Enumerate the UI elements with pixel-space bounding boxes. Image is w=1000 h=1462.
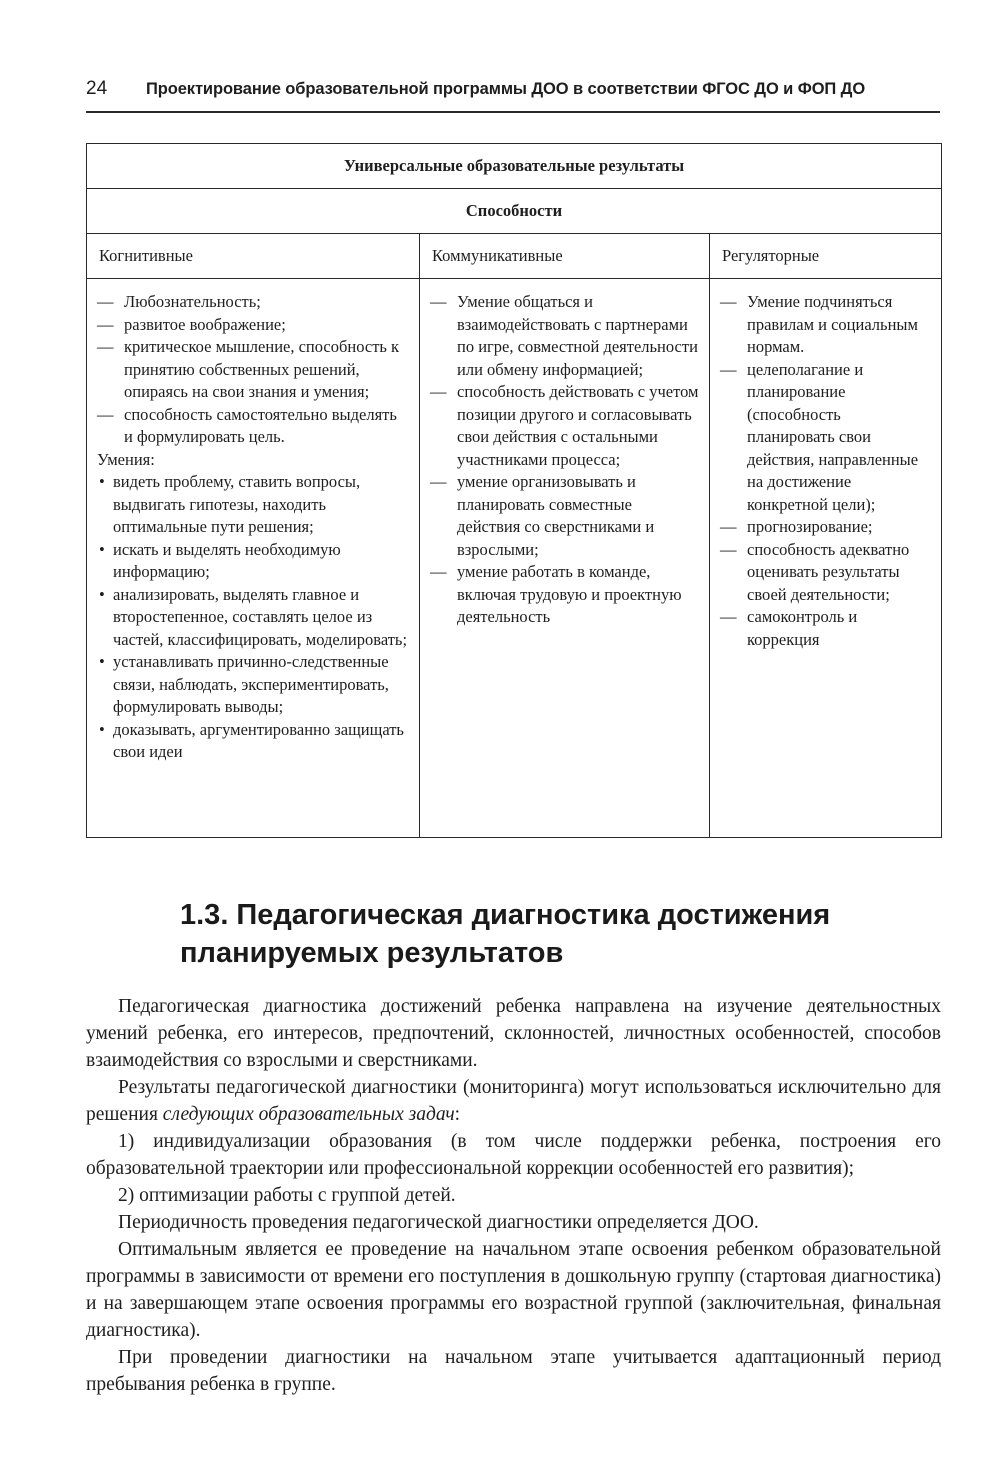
- header-rule: [86, 111, 940, 113]
- list-item: • искать и выделять необходимую информацию;: [97, 539, 409, 584]
- page-number: 24: [86, 78, 108, 99]
- list-item: • устанавливать причинно-следственные связи, наблюдать, экспериментировать, формулировать выводы;: [97, 651, 409, 719]
- section-heading-line-2: планируемых результатов: [180, 937, 564, 969]
- paragraph: 2) оптимизации работы с группой детей.: [118, 1185, 456, 1206]
- body-text: [86, 993, 941, 1398]
- paragraph: Периодичность проведения педагогической диагностики определяется ДОО.: [118, 1212, 759, 1233]
- regulatory-cell: [710, 279, 942, 838]
- section-heading-line-1: 1.3. Педагогическая диагностика достижения: [180, 899, 831, 931]
- table-subtitle: Способности: [87, 189, 942, 234]
- list-item: — Умение подчиняться правилам и социальным нормам.: [720, 291, 931, 359]
- list-item: — способность действовать с учетом позиции другого и согласовывать свои действия с остальными участниками процесса;: [430, 381, 699, 471]
- paragraph: [86, 1074, 941, 1128]
- paragraph-text: Результаты педагогической диагностики (мониторинга) могут использоваться исключительно для решения: [86, 1077, 941, 1125]
- list-item: — умение работать в команде, включая трудовую и проектную деятельность: [430, 561, 699, 629]
- paragraph: Оптимальным является ее проведение на начальном этапе освоения ребенком образовательной программы в зависимости от времени его поступления в дошкольную группу (стартовая диагностика) и на завершающем этапе освоения программы его возрастной группой (заключительная, финальная диагностика).: [86, 1239, 941, 1341]
- running-header: [86, 76, 940, 102]
- paragraph: Педагогическая диагностика достижений ребенка направлена на изучение деятельностных умений ребенка, его интересов, предпочтений, склонностей, личностных особенностей, способов взаимодействия со взрослыми и сверстниками.: [86, 996, 941, 1071]
- list-item: — умение организовывать и планировать совместные действия со сверстниками и взрослыми;: [430, 471, 699, 561]
- list-item: — Любознательность;: [97, 291, 409, 314]
- column-header-regulatory: Регуляторные: [710, 234, 942, 279]
- skills-list: [97, 471, 409, 764]
- section-heading: [180, 896, 940, 972]
- cognitive-list: [97, 291, 409, 449]
- list-item: • видеть проблему, ставить вопросы, выдвигать гипотезы, находить оптимальные пути решения;: [97, 471, 409, 539]
- running-title: Проектирование образовательной программы ДОО в соответствии ФГОС ДО и ФОП ДО: [146, 79, 866, 98]
- communicative-list: [430, 291, 699, 629]
- list-item: — целеполагание и планирование (способность планировать свои действия, направленные на достижение конкретной цели);: [720, 359, 931, 517]
- list-item: — способность адекватно оценивать результаты своей деятельности;: [720, 539, 931, 607]
- column-header-communicative: Коммуникативные: [420, 234, 710, 279]
- list-item: — способность самостоятельно выделять и формулировать цель.: [97, 404, 409, 449]
- list-item: — развитое воображение;: [97, 314, 409, 337]
- communicative-cell: [420, 279, 710, 838]
- list-item: — Умение общаться и взаимодействовать с партнерами по игре, совместной деятельности или обмену информацией;: [430, 291, 699, 381]
- column-header-cognitive: Когнитивные: [87, 234, 420, 279]
- list-item: — самоконтроль и коррекция: [720, 606, 931, 651]
- paragraph: 1) индивидуализации образования (в том числе поддержки ребенка, построения его образовательной траектории или профессиональной коррекции особенностей его развития);: [86, 1131, 941, 1179]
- regulatory-list: [720, 291, 931, 651]
- cognitive-cell: [87, 279, 420, 838]
- list-item: • анализировать, выделять главное и второстепенное, составлять целое из частей, классифицировать, моделировать;: [97, 584, 409, 652]
- skills-heading: Умения:: [97, 449, 155, 469]
- emphasis-text: следующих образовательных задач: [162, 1104, 455, 1125]
- list-item: • доказывать, аргументированно защищать свои идеи: [97, 719, 409, 764]
- list-item: — критическое мышление, способность к принятию собственных решений, опираясь на свои знания и умения;: [97, 336, 409, 404]
- paragraph: При проведении диагностики на начальном этапе учитывается адаптационный период пребывания ребенка в группе.: [86, 1347, 941, 1395]
- table-title: Универсальные образовательные результаты: [87, 144, 942, 189]
- results-table: [86, 143, 942, 838]
- list-item: — прогнозирование;: [720, 516, 931, 539]
- paragraph-text: :: [454, 1104, 461, 1125]
